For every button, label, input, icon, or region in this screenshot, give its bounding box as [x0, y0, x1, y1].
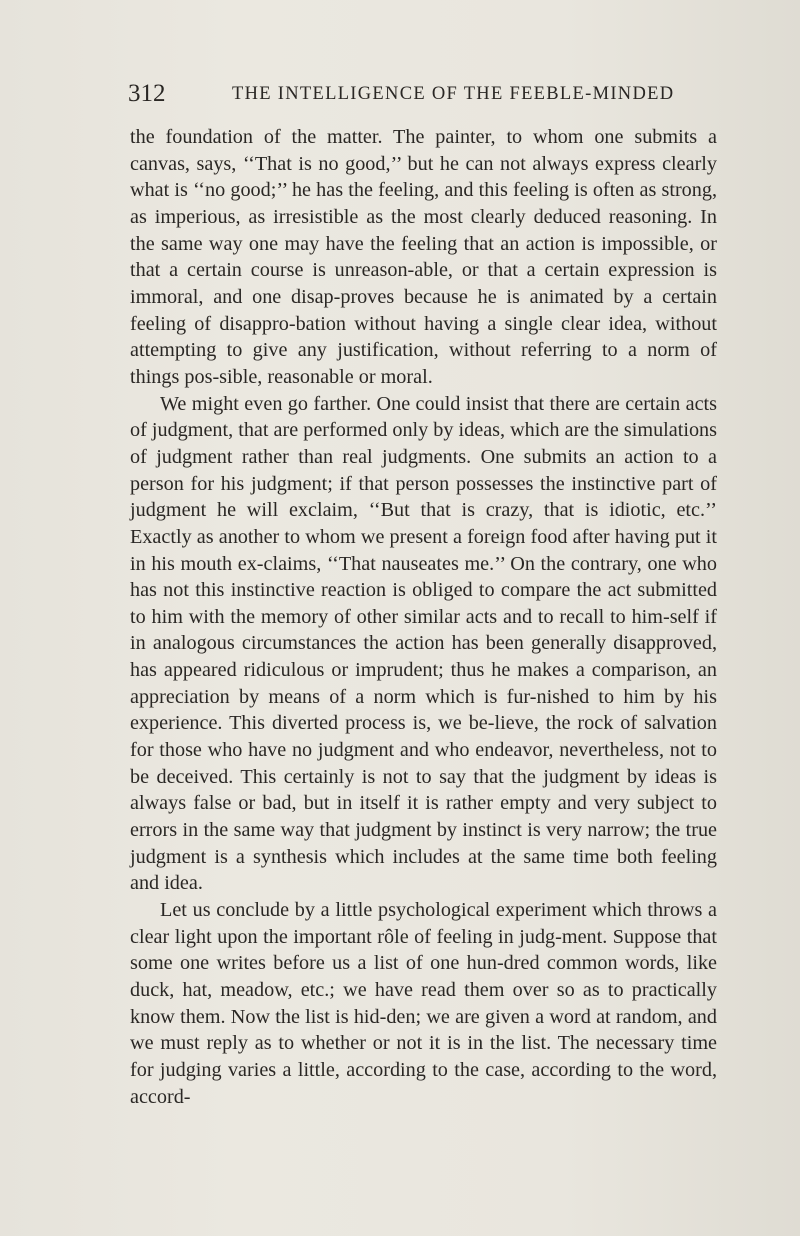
paragraph-psychological-experiment: Let us conclude by a little psychological experiment which throws a clear light upon the important rôle of feeling in judg-ment. Suppose that some one writes before us a list of one hun-dred common words, like duck, hat, meadow, etc.; we have read them over so as to practically know them. Now the list is hid-den; we are given a word at random, and we must reply as to whether or not it is in the list. The necessary time for judging varies a little, according to the case, according to the word, accord-: [130, 899, 717, 1108]
running-title: THE INTELLIGENCE OF THE FEEBLE-MINDED: [232, 84, 675, 104]
paragraph-continuation: the foundation of the matter. The painter, to whom one submits a canvas, says, ‘‘That is no good,’’ but he can not always express clearly what is ‘‘no good;’’ he has the feeling, and this feeling is often as strong, as imperious, as irresistible as the most clearly deduced reasoning. In the same way one may have the feeling that an action is impossible, or that a certain course is unreason-able, or that a certain expression is immoral, and one disap-proves because he is animated by a certain feeling of disappro-bation without having a single clear idea, without attempting to give any justification, without referring to a norm of things pos-sible, reasonable or moral.: [130, 126, 717, 388]
body-text: [130, 124, 717, 1110]
page-number: 312: [128, 80, 166, 107]
running-head: [128, 80, 720, 110]
paragraph-judgment-by-ideas: We might even go farther. One could insist that there are certain acts of judgment, that are performed only by ideas, which are the simulations of judgment rather than real judgments. One submits an action to a person for his judgment; if that person possesses the instinctive part of judgment he will exclaim, ‘‘But that is crazy, that is idiotic, etc.’’ Exactly as another to whom we present a foreign food after having put it in his mouth ex-claims, ‘‘That nauseates me.’’ On the contrary, one who has not this instinctive reaction is obliged to compare the act submitted to him with the memory of other similar acts and to recall to him-self if in analogous circumstances the action has been generally disapproved, has appeared ridiculous or imprudent; thus he makes a comparison, an appreciation by means of a norm which is fur-nished to him by his experience. This diverted process is, we be-lieve, the rock of salvation for those who have no judgment and who endeavor, nevertheless, not to be deceived. This certainly is not to say that the judgment by ideas is always false or bad, but in itself it is rather empty and very subject to errors in the same way that judgment by instinct is very narrow; the true judgment is a synthesis which includes at the same time both feeling and idea.: [130, 392, 717, 895]
